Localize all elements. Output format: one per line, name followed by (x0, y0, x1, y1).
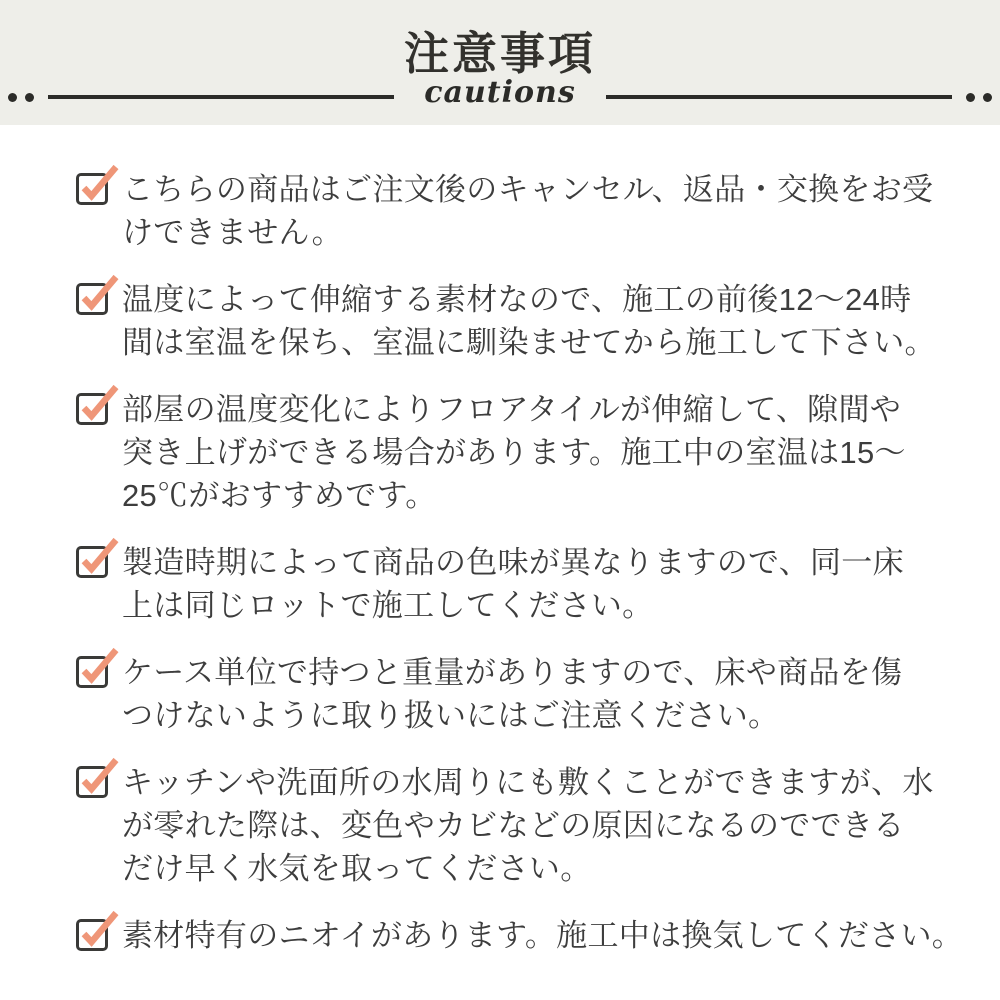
checked-checkbox-icon (75, 755, 121, 799)
dot-ornament (983, 93, 992, 102)
caution-text-line: 部屋の温度変化によりフロアタイルが伸縮して、隙間や (122, 392, 902, 427)
caution-item (75, 914, 964, 957)
divider-line-right (606, 95, 952, 99)
caution-text-line: 温度によって伸縮する素材なので、施工の前後12〜24時 (122, 282, 912, 317)
caution-text (122, 278, 936, 364)
caution-item (75, 168, 940, 254)
cautions-header (0, 0, 1000, 125)
caution-item (75, 651, 940, 737)
checked-checkbox-icon (75, 645, 121, 689)
caution-text-line: だけ早く水気を取ってください。 (122, 851, 592, 886)
caution-text-line: こちらの商品はご注文後のキャンセル、返品・交換をお受 (122, 172, 934, 207)
checked-checkbox-icon (75, 535, 121, 579)
dot-ornament (966, 93, 975, 102)
caution-text (122, 168, 933, 254)
caution-text-line: 25℃がおすすめです。 (122, 478, 437, 513)
subtitle-cautions: cautions (424, 74, 576, 110)
divider-dots-right (966, 93, 992, 102)
caution-text-line: けできません。 (122, 215, 343, 250)
caution-text (122, 761, 934, 890)
caution-item (75, 541, 940, 627)
checked-checkbox-icon (75, 272, 121, 316)
caution-text-line: 素材特有のニオイがあります。施工中は換気してください。 (122, 918, 964, 953)
caution-text (122, 651, 902, 737)
page-title: 注意事項 (403, 28, 596, 79)
caution-text (122, 388, 906, 517)
divider-dots-left (8, 93, 34, 102)
caution-text-line: が零れた際は、変色やカビなどの原因になるのでできる (122, 808, 905, 843)
caution-text-line: つけないように取り扱いにはご注意ください。 (122, 698, 780, 733)
caution-text-line: 間は室温を保ち、室温に馴染ませてから施工して下さい。 (122, 325, 936, 360)
caution-text-line: 製造時期によって商品の色味が異なりますので、同一床 (122, 545, 904, 580)
dot-ornament (8, 93, 17, 102)
caution-text-line: 上は同じロットで施工してください。 (122, 588, 654, 623)
caution-item (75, 761, 940, 890)
caution-text-line: キッチンや洗面所の水周りにも敷くことができますが、水 (122, 765, 934, 800)
caution-text (122, 914, 963, 957)
caution-item (75, 278, 940, 364)
dot-ornament (25, 93, 34, 102)
cautions-list (0, 125, 1000, 957)
divider-line-left (48, 95, 394, 99)
caution-item (75, 388, 940, 517)
caution-text-line: ケース単位で持つと重量がありますので、床や商品を傷 (122, 655, 903, 690)
checked-checkbox-icon (75, 908, 121, 952)
caution-text-line: 突き上げができる場合があります。施工中の室温は15〜 (122, 435, 906, 470)
checked-checkbox-icon (75, 162, 121, 206)
checked-checkbox-icon (75, 382, 121, 426)
caution-text (122, 541, 904, 627)
header-divider (0, 74, 1000, 110)
